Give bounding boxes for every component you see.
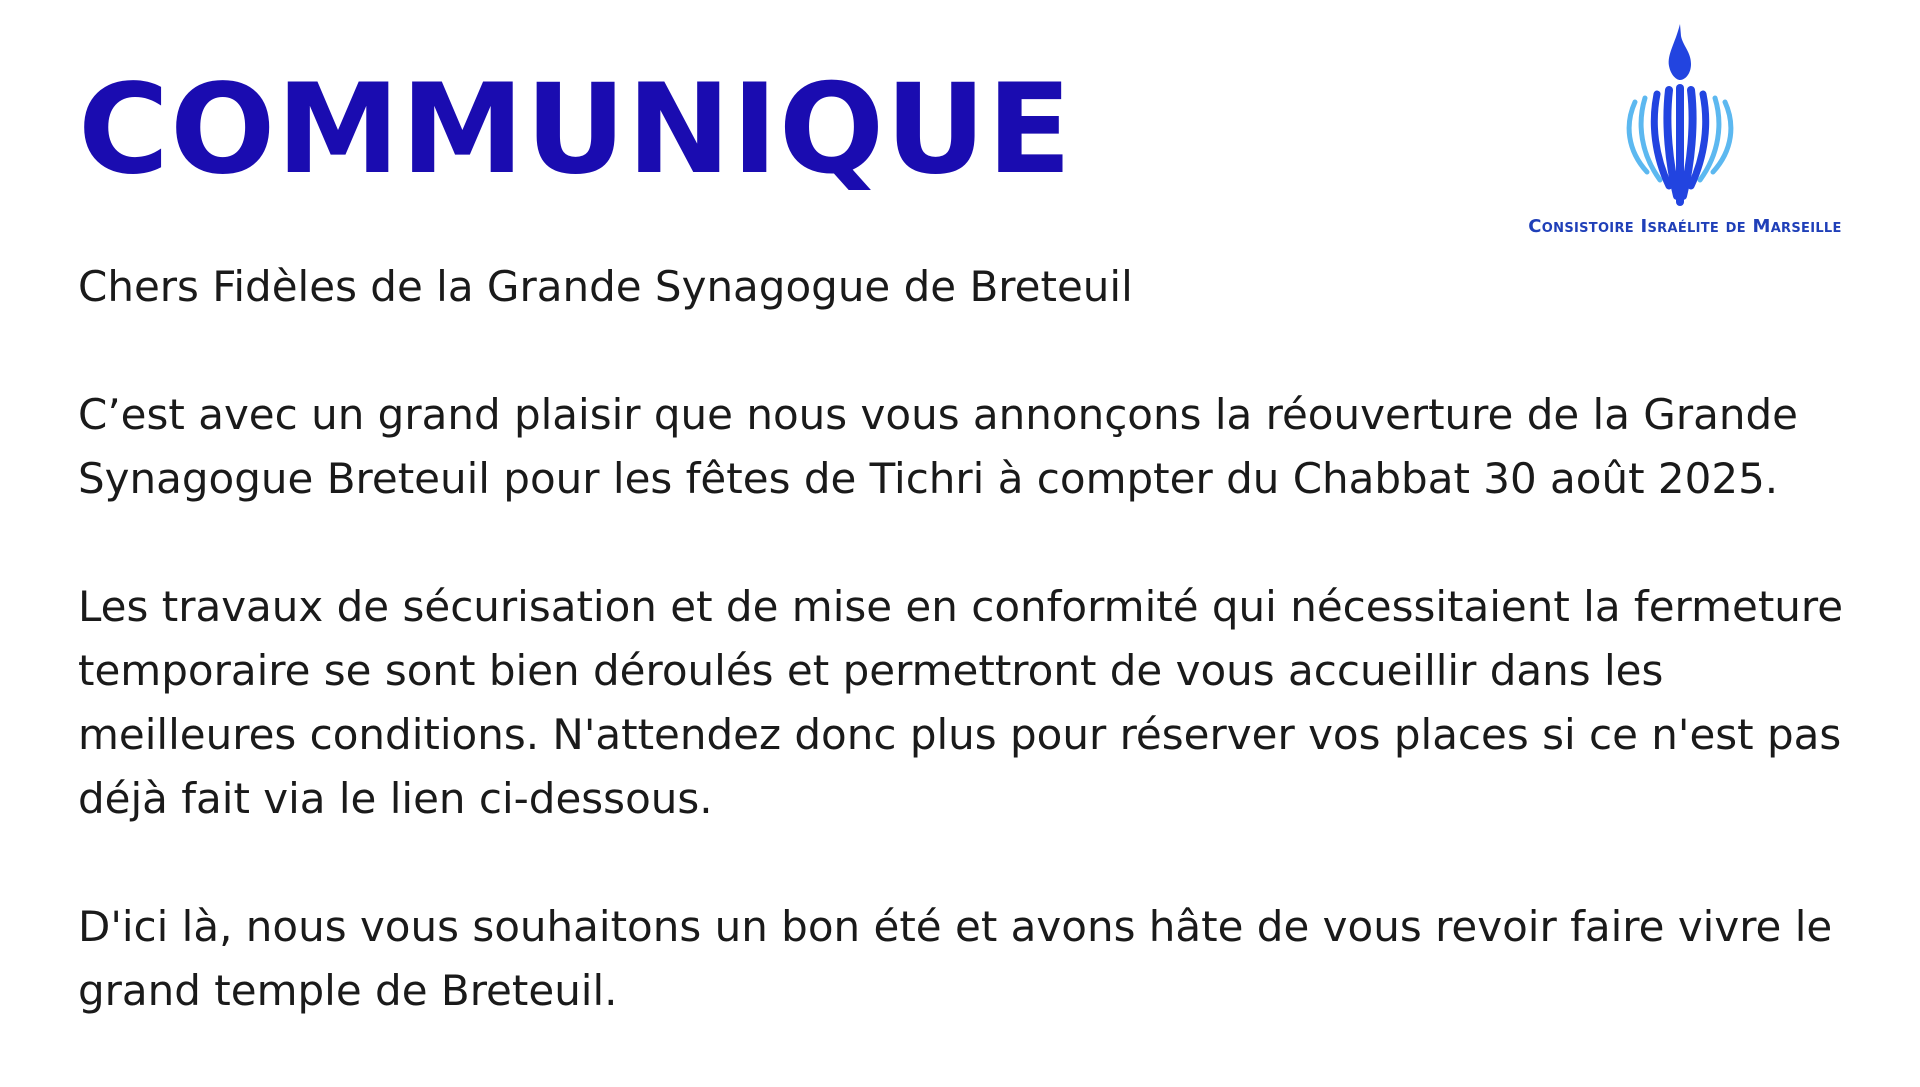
flame-logo-icon [1605,24,1755,224]
paragraph-closing: D'ici là, nous vous souhaitons un bon été et avons hâte de vous revoir faire vivre le grand temple de Breteuil. [78,902,1833,1015]
communique-body [78,255,1858,1087]
greeting: Chers Fidèles de la Grande Synagogue de Breteuil [78,262,1133,311]
organization-name: Consistoire Israélite de Marseille [1528,216,1842,237]
organization-logo [1470,24,1900,254]
paragraph-reopening: C’est avec un grand plaisir que nous vous annonçons la réouverture de la Grande Synagogue Breteuil pour les fêtes de Tichri à compter du Chabbat 30 août 2025. [78,390,1798,503]
paragraph-works: Les travaux de sécurisation et de mise en conformité qui nécessitaient la fermeture temporaire se sont bien déroulés et permettront de vous accueillir dans les meilleures conditions. N'attendez donc plus pour réserver vos places si ce n'est pas déjà fait via le lien ci-dessous. [78,582,1844,823]
page-title: COMMUNIQUE [78,58,1073,202]
